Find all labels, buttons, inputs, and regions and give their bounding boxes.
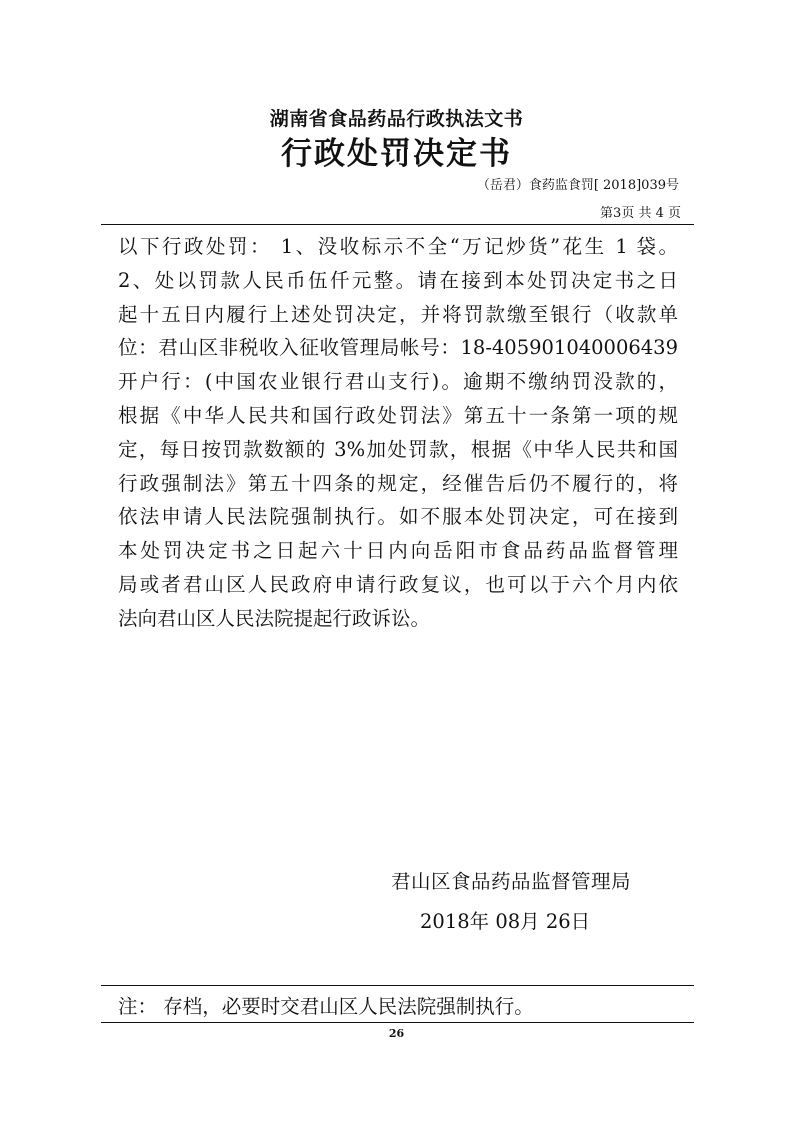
document-number: （岳君）食药监食罚[ 2018]039号 — [476, 178, 679, 193]
page-number: 26 — [388, 1027, 405, 1040]
body-line: 以下行政处罚： 1、没收标示不全“万记炒货”花生 1 袋。 — [118, 235, 678, 258]
page-indicator: 第3页 共 4 页 — [600, 206, 681, 221]
issuing-agency: 君山区食品药品监督管理局 — [391, 870, 632, 893]
body-line: 局或者君山区人民政府申请行政复议，也可以于六个月内依 — [118, 572, 678, 596]
body-line: 起十五日内履行上述处罚决定，并将罚款缴至银行（收款单 — [118, 302, 678, 326]
header-divider — [101, 224, 694, 225]
document-title: 行政处罚决定书 — [281, 136, 512, 172]
org-title: 湖南省食品药品行政执法文书 — [269, 108, 524, 130]
body-line: 根据《中华人民共和国行政处罚法》第五十一条第一项的规 — [118, 403, 678, 427]
body-line: 依法申请人民法院强制执行。如不服本处罚决定，可在接到 — [118, 505, 678, 529]
body-line: 2、处以罚款人民币伍仟元整。请在接到本处罚决定书之日 — [118, 268, 678, 292]
footer-note: 注： 存档，必要时交君山区人民法院强制执行。 — [118, 995, 534, 1018]
issue-date: 2018年 08月 26日 — [420, 910, 591, 933]
footer-divider-top — [101, 985, 694, 986]
body-line: 法向君山区人民法院提起行政诉讼。 — [118, 606, 431, 630]
decision-body — [118, 230, 678, 636]
body-line: 定，每日按罚款数额的 3%加处罚款，根据《中华人民共和国 — [118, 437, 678, 461]
footer-divider-bottom — [101, 1022, 694, 1023]
body-line: 行政强制法》第五十四条的规定，经催告后仍不履行的，将 — [118, 471, 678, 495]
body-line: 开户行：(中国农业银行君山支行)。逾期不缴纳罚没款的， — [118, 370, 678, 394]
body-line: 本处罚决定书之日起六十日内向岳阳市食品药品监督管理 — [118, 539, 678, 563]
body-line: 位：君山区非税收入征收管理局帐号：18-405901040006439 — [118, 336, 678, 360]
